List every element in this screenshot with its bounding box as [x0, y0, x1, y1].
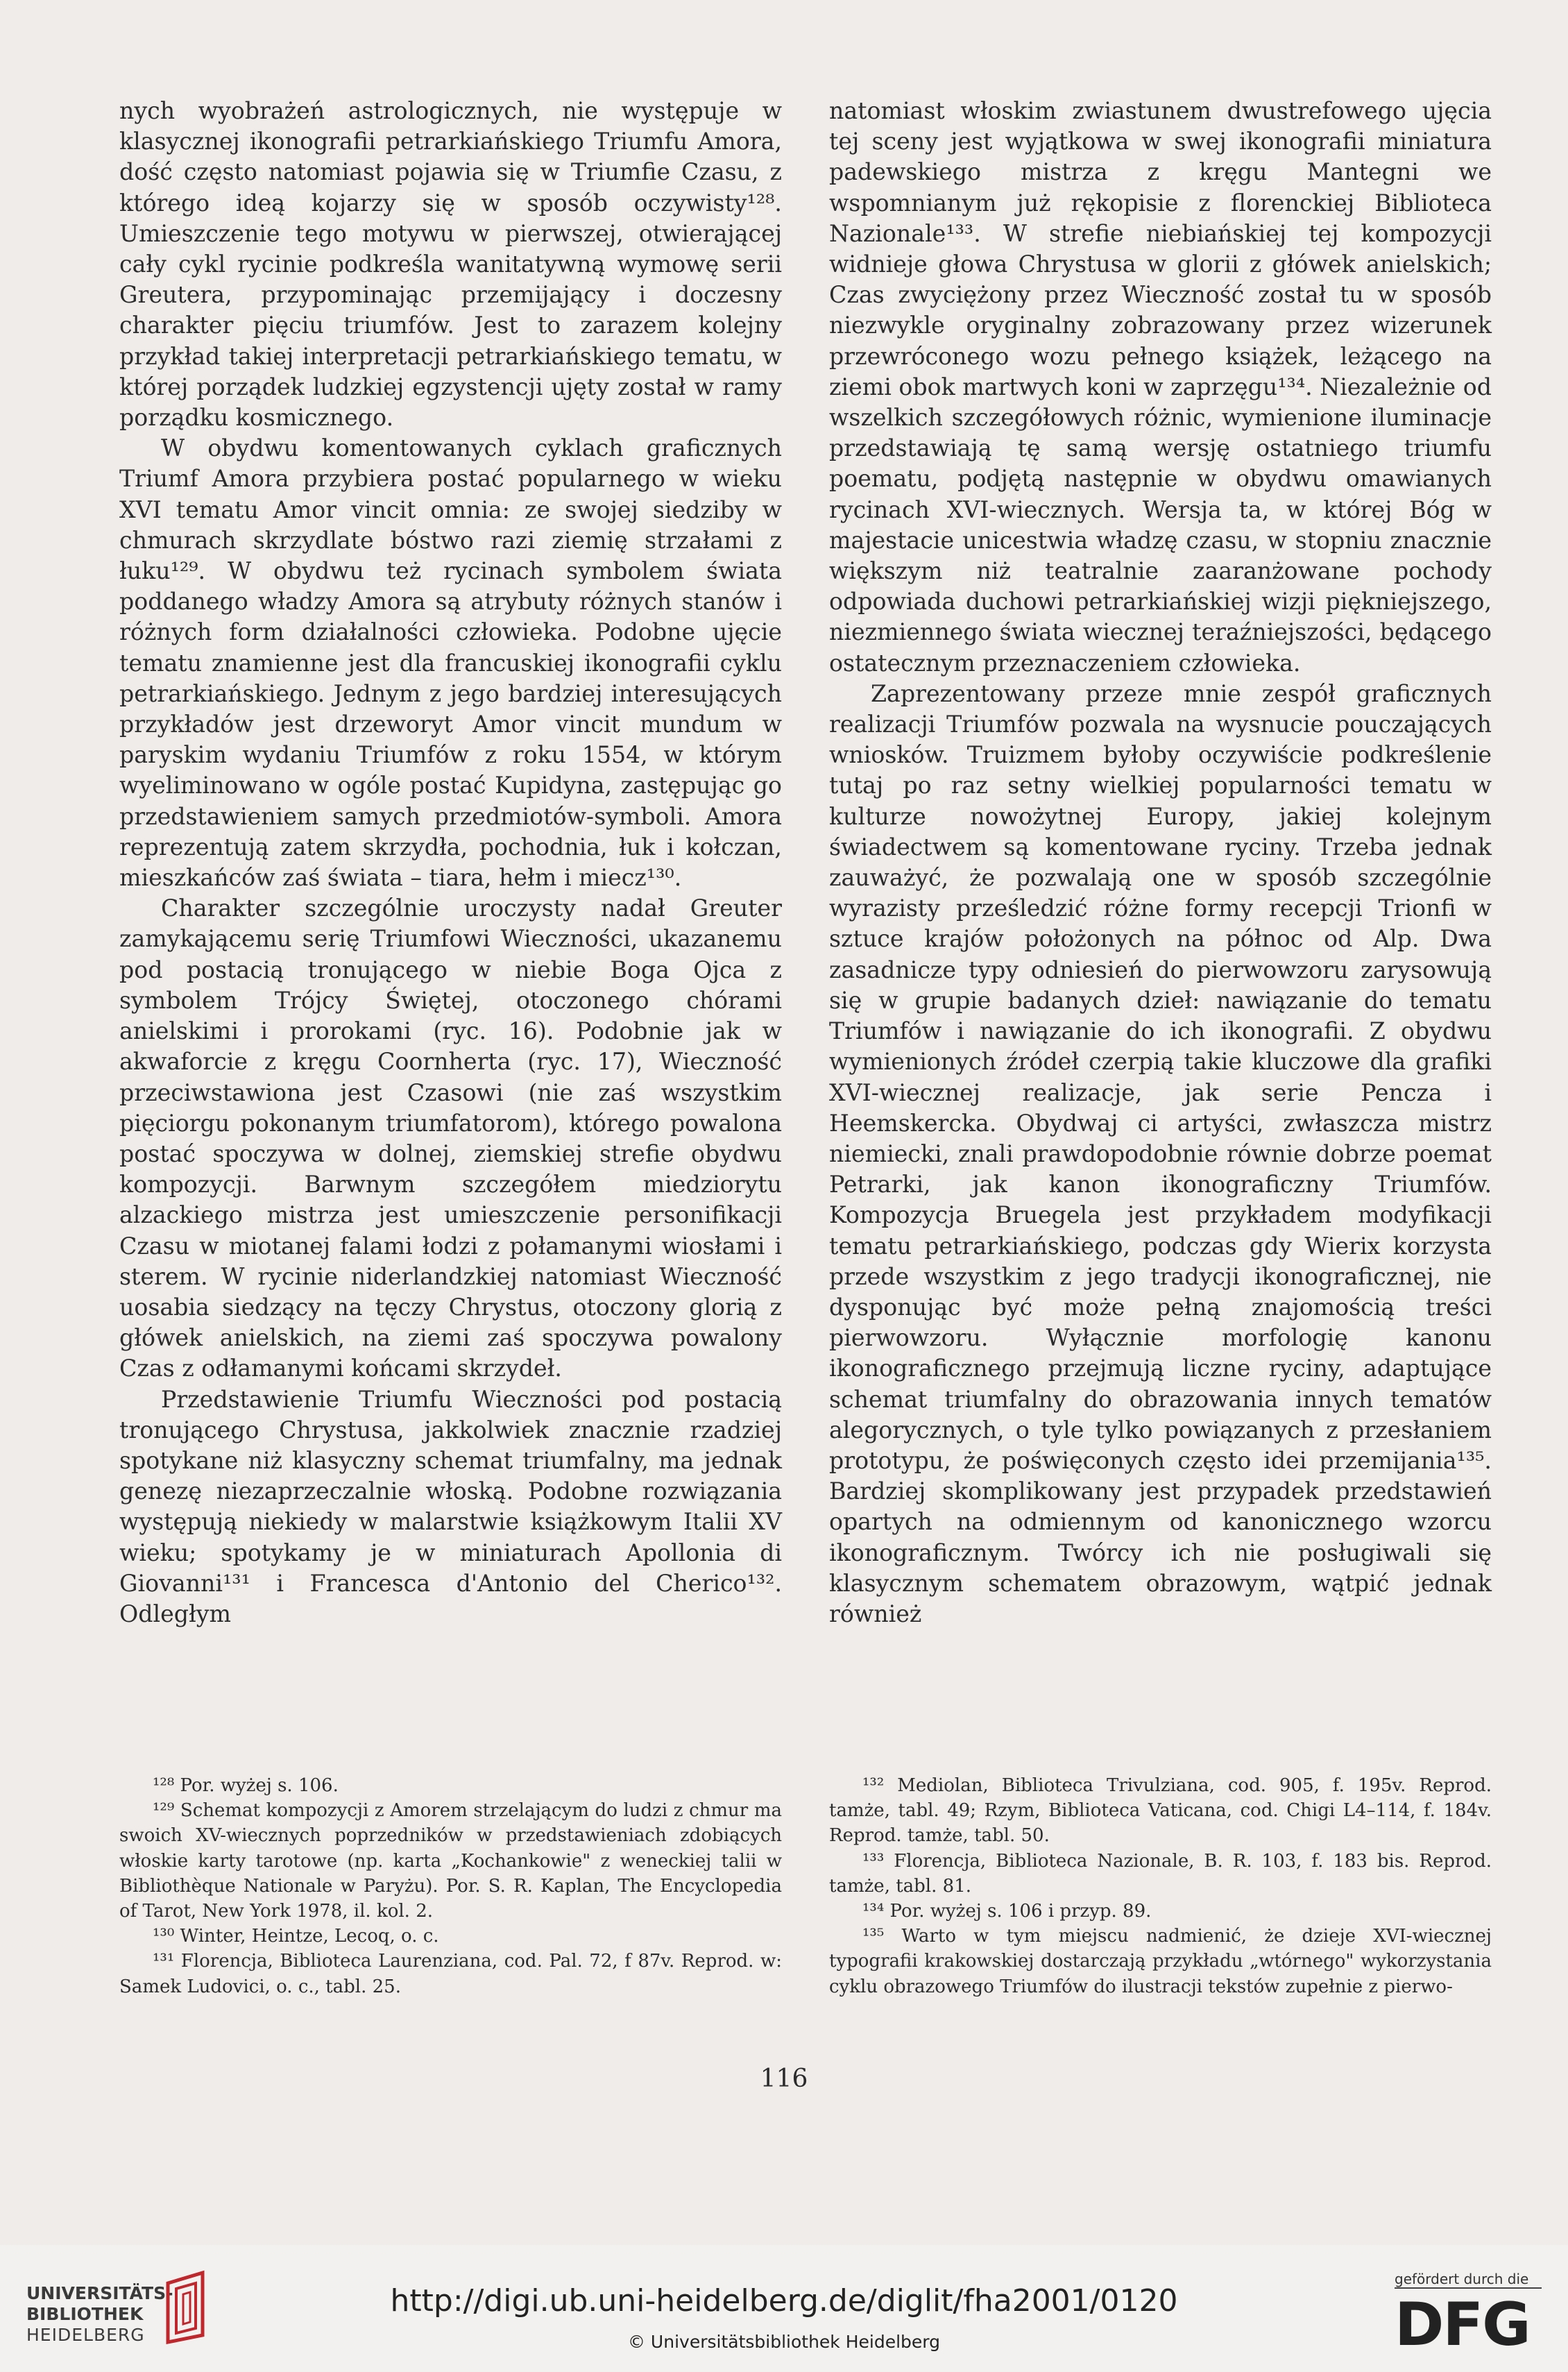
footnote: ¹³⁴ Por. wyżej s. 106 i przyp. 89.	[862, 1901, 1152, 1922]
paragraph: Zaprezentowany przeze mnie zespół graficznych realizacji Triumfów pozwala na wysnucie pouczających wniosków. Truizmem byłoby oczywiście podkreślenie tutaj po raz setny wielkiej popularności tematu w kulturze nowożytnej Europy, jakiej kolejnym świadectwem są komentowane ryciny. Trzeba jednak zauważyć, że pozwalają one w sposób szczególnie wyrazisty prześledzić różne formy recepcji Trionfi w sztuce krajów położonych na północ od Alp. Dwa zasadnicze typy odniesień do pierwowzoru zarysowują się w grupie badanych dzieł: nawiązanie do tematu Triumfów i nawiązanie do ich ikonografii. Z obydwu wymienionych źródeł czerpią takie kluczowe dla grafiki XVI-wiecznej realizacje, jak serie Pencza i Heemskercka. Obydwaj ci artyści, zwłaszcza mistrz niemiecki, znali prawdopodobnie równie dobrze poemat Petrarki, jak kanon ikonograficzny Triumfów. Kompozycja Bruegela jest przykładem modyfikacji tematu petrarkiańskiego, podczas gdy Wierix korzysta przede wszystkim z jego tradycji ikonograficznej, nie dysponując być może pełną znajomością treści pierwowzoru. Wyłącznie morfologię kanonu ikonograficznego przejmują liczne ryciny, adaptujące schemat triumfalny do obrazowania innych tematów alegorycznych, o tyle tylko powiązanych z przesłaniem prototypu, że poświęconych często idei przemijania¹³⁵. Bardziej skomplikowany jest przypadek przedstawień opartych na odmiennym od kanonicznego wzorcu ikonograficznym. Twórcy ich nie posługiwali się klasycznym schematem obrazowym, wątpić jednak również	[829, 679, 1492, 1627]
dfg-divider	[1395, 2287, 1542, 2289]
right-column	[829, 96, 1492, 1629]
funding-note: gefördert durch die	[1395, 2271, 1529, 2287]
dfg-logo[interactable]: DFG	[1395, 2290, 1530, 2360]
paragraph: W obydwu komentowanych cyklach graficznych Triumf Amora przybiera postać popularnego w wieku XVI tematu Amor vincit omnia: ze swojej siedziby w chmurach skrzydlate bóstwo razi ziemię strzałami z łuku¹²⁹. W obydwu też rycinach symbolem świata poddanego władzy Amora są atrybuty różnych stanów i różnych form działalności człowieka. Podobne ujęcie tematu znamienne jest dla francuskiej ikonografii cyklu petrarkiańskiego. Jednym z jego bardziej interesujących przykładów jest drzeworyt Amor vincit mundum w paryskim wydaniu Triumfów z roku 1554, w którym wyeliminowano w ogóle postać Kupidyna, zastępując go przedstawieniem samych przedmiotów-symboli. Amora reprezentują zatem skrzydła, pochodnia, łuk i kołczan, mieszkańców zaś świata – tiara, hełm i miecz¹³⁰.	[119, 434, 782, 892]
library-name-line1: UNIVERSITÄTS-	[26, 2283, 173, 2303]
left-column	[119, 96, 782, 1629]
footnote: ¹²⁹ Schemat kompozycji z Amorem strzelającym do ludzi z chmur ma swoich XV-wiecznych poprzedników w przedstawieniach zdobiących włoskie karty tarotowe (np. karta „Kochankowie" z weneckiej talii w Bibliothèque Nationale w Paryżu). Por. S. R. Kaplan, The Encyclopedia of Tarot, New York 1978, il. kol. 2.	[119, 1800, 782, 1922]
paragraph: Przedstawienie Triumfu Wieczności pod postacią tronującego Chrystusa, jakkolwiek znacznie rzadziej spotykane niż klasyczny schemat triumfalny, ma jednak genezę niezaprzeczalnie włoską. Podobne rozwiązania występują niekiedy w malarstwie książkowym Italii XV wieku; spotykamy je w miniaturach Apollonia di Giovanni¹³¹ i Francesca d'Antonio del Cherico¹³². Odległym	[119, 1385, 782, 1627]
paragraph: natomiast włoskim zwiastunem dwustrefowego ujęcia tej sceny jest wyjątkowa w swej ikonografii miniatura padewskiego mistrza z kręgu Mantegni we wspomnianym już rękopisie z florenckiej Biblioteca Nazionale¹³³. W strefie niebiańskiej tej kompozycji widnieje głowa Chrystusa w glorii z główek anielskich; Czas zwyciężony przez Wieczność został tu w sposób niezwykle oryginalny zobrazowany przez wizerunek przewróconego wozu pełnego książek, leżącego na ziemi obok martwych koni w zaprzęgu¹³⁴. Niezależnie od wszelkich szczegółowych różnic, wymienione iluminacje przedstawiają tę samą wersję ostatniego triumfu poematu, podjętą następnie w obydwu omawianych rycinach XVI-wiecznych. Wersja ta, w której Bóg w majestacie unicestwia władzę czasu, w stopniu znacznie większym niż teatralnie zaaranżowane pochody odpowiada duchowi petrarkiańskiej wizji piękniejszego, niezmiennego świata wiecznej teraźniejszości, będącego ostatecznym przeznaczeniem człowieka.	[829, 97, 1492, 677]
footnote: ¹³⁰ Winter, Heintze, Lecoq, o. c.	[153, 1926, 439, 1947]
digital-url-link[interactable]: http://digi.ub.uni-heidelberg.de/diglit/fha2001/0120	[390, 2283, 1178, 2319]
library-name-line3: HEIDELBERG	[26, 2325, 145, 2345]
footnotes-left	[119, 1773, 782, 1999]
footnote: ¹³³ Florencja, Biblioteca Nazionale, B. R. 103, f. 183 bis. Reprod. tamże, tabl. 81.	[829, 1850, 1492, 1897]
footnote: ¹³² Mediolan, Biblioteca Trivulziana, cod. 905, f. 195v. Reprod. tamże, tabl. 49; Rzym, Biblioteca Vaticana, cod. Chigi L4–114, f. 184v. Reprod. tamże, tabl. 50.	[829, 1775, 1492, 1847]
footnote: ¹²⁸ Por. wyżej s. 106.	[153, 1775, 339, 1796]
copyright-text: © Universitätsbibliothek Heidelberg	[627, 2332, 940, 2352]
footnote: ¹³¹ Florencja, Biblioteca Laurenziana, cod. Pal. 72, f 87v. Reprod. w: Samek Ludovici, o. c., tabl. 25.	[119, 1951, 782, 1997]
footnotes-right	[829, 1773, 1492, 1999]
library-name-line2: BIBLIOTHEK	[26, 2304, 144, 2324]
footnote: ¹³⁵ Warto w tym miejscu nadmienić, że dzieje XVI-wiecznej typografii krakowskiej dostarczają przykładu „wtórnego" wykorzystania cyklu obrazowego Triumfów do ilustracji tekstów zupełnie z pierwo-	[829, 1926, 1492, 1997]
page-number: 116	[760, 2065, 808, 2093]
paragraph: Charakter szczególnie uroczysty nadał Greuter zamykającemu serię Triumfowi Wieczności, ukazanemu pod postacią tronującego w niebie Boga Ojca z symbolem Trójcy Świętej, otoczonego chórami anielskimi i prorokami (ryc. 16). Podobnie jak w akwaforcie z kręgu Coornherta (ryc. 17), Wieczność przeciwstawiona jest Czasowi (nie zaś wszystkim pięciorgu pokonanym triumfatorom), którego powalona postać spoczywa w dolnej, ziemskiej strefie obydwu kompozycji. Barwnym szczegółem miedziorytu alzackiego mistrza jest umieszczenie personifikacji Czasu w miotanej falami łodzi z połamanymi wiosłami i sterem. W rycinie niderlandzkiej natomiast Wieczność uosabia siedzący na tęczy Chrystus, otoczony glorią z główek anielskich, na ziemi zaś spoczywa powalony Czas z odłamanymi końcami skrzydeł.	[119, 895, 782, 1382]
paragraph: nych wyobrażeń astrologicznych, nie występuje w klasycznej ikonografii petrarkiańskiego Triumfu Amora, dość często natomiast pojawia się w Triumfie Czasu, z którego ideą kojarzy się w sposób oczywisty¹²⁸. Umieszczenie tego motywu w pierwszej, otwierającej cały cykl rycinie podkreśla wanitatywną wymowę serii Greutera, przypominając przemijający i doczesny charakter pięciu triumfów. Jest to zarazem kolejny przykład takiej interpretacji petrarkiańskiego tematu, w której porządek ludzkiej egzystencji ujęty został w ramy porządku kosmicznego.	[119, 97, 782, 432]
